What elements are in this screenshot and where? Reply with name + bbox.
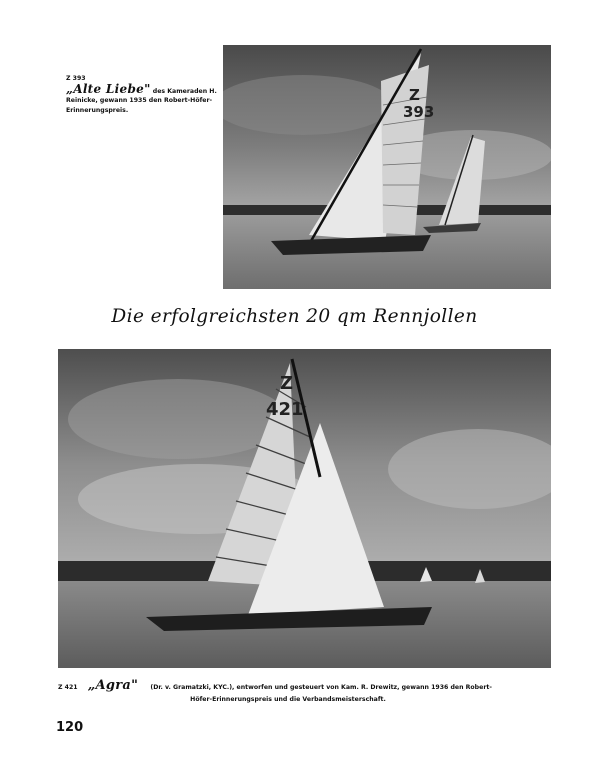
top-photo-caption <box>66 74 228 115</box>
caption-line-1: (Dr. v. Gramatzki, KYC.), entworfen und gesteuert von Kam. R. Drewitz, gewann 1936 den Robert- <box>150 684 492 691</box>
sail-letter: Z <box>280 373 294 394</box>
caption-line-2: Höfer-Erinnerungspreis und die Verbandsmeisterschaft. <box>190 696 386 703</box>
boat-name: „Agra" <box>87 678 139 693</box>
sail-letter: Z <box>409 86 420 104</box>
photo-sailboat-z393 <box>223 45 551 289</box>
photo-sailboat-z421 <box>58 349 551 668</box>
page-heading: Die erfolgreichsten 20 qm Rennjollen <box>111 306 478 327</box>
caption-ref: Z 421 <box>58 684 78 691</box>
boat-name: „Alte Liebe" <box>66 81 151 96</box>
caption-text: des Kameraden H. Reinicke, gewann 1935 den Robert-Höfer-Erinnerungspreis. <box>66 87 217 114</box>
sail-number: 393 <box>403 103 435 121</box>
caption-ref: Z 393 <box>66 75 86 82</box>
bottom-photo-caption <box>58 680 558 706</box>
sail-number: 421 <box>266 399 304 420</box>
page-number: 120 <box>56 720 84 735</box>
